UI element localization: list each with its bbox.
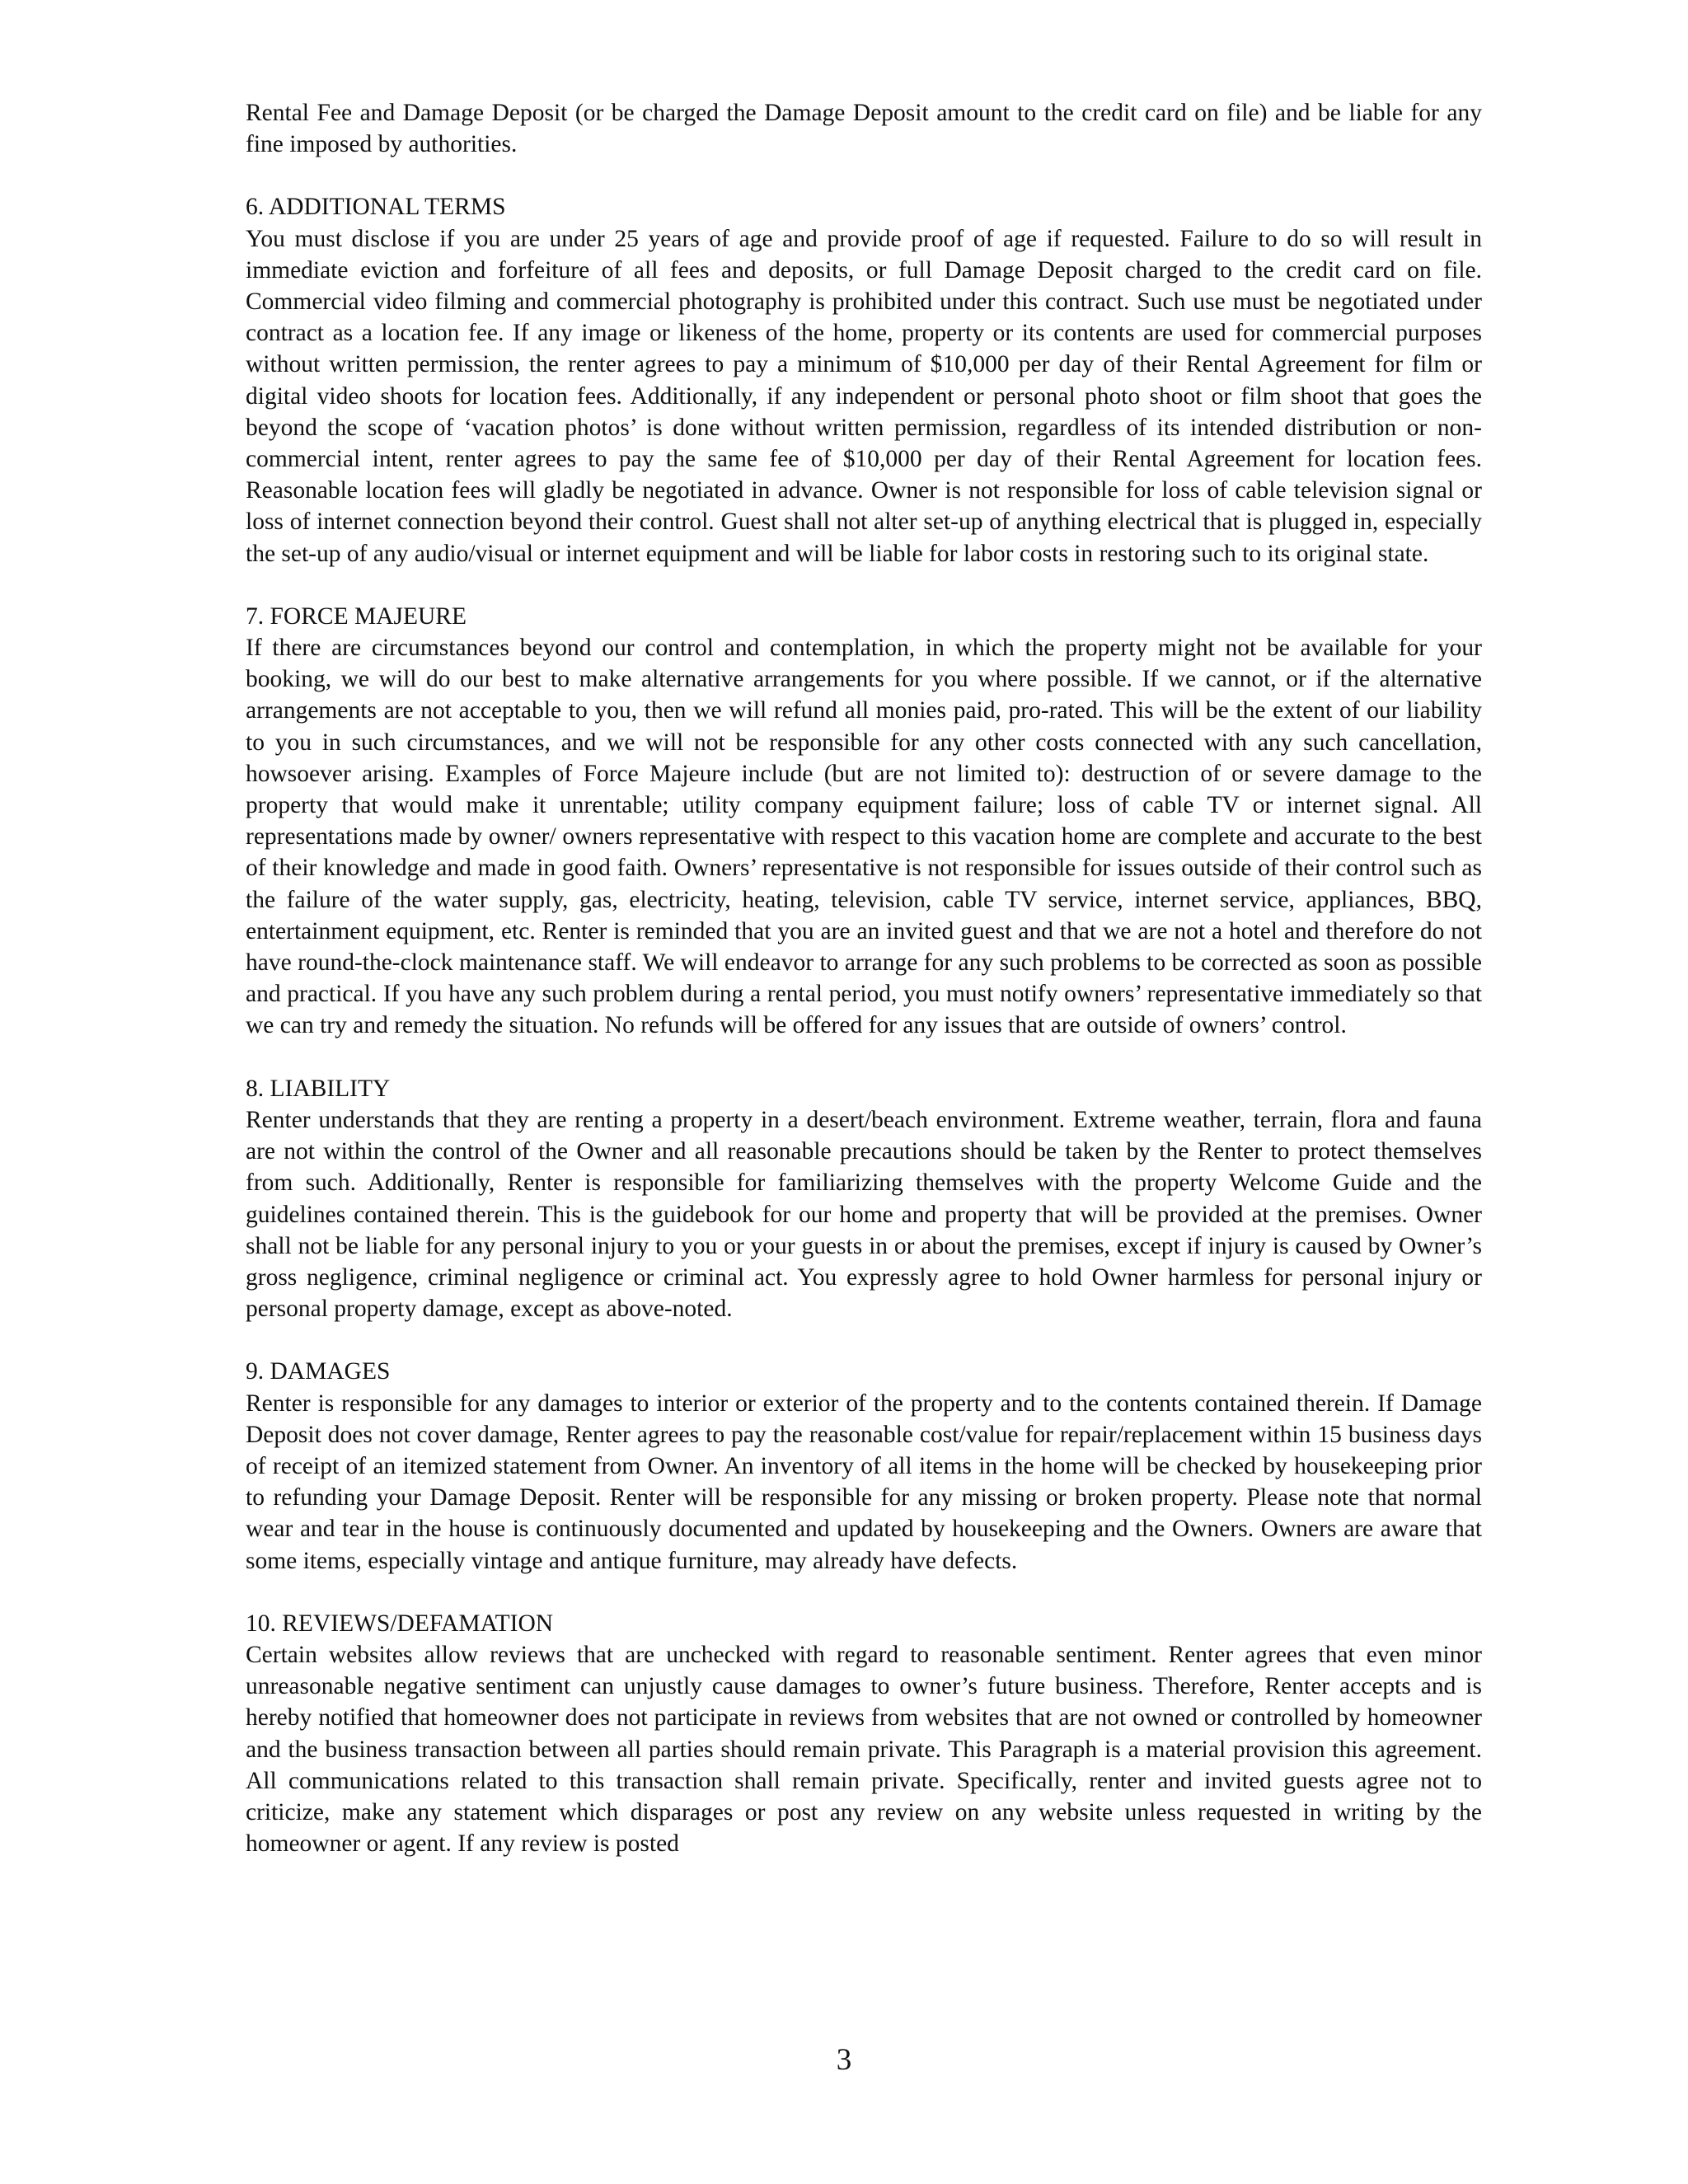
section-continuation bbox=[246, 97, 1482, 160]
section-heading: 10. REVIEWS/DEFAMATION bbox=[246, 1610, 554, 1637]
section-heading: 7. FORCE MAJEURE bbox=[246, 602, 467, 630]
section-paragraph: If there are circumstances beyond our control and contemplation, in which the property might not be available for your booking, we will do our best to make alternative arrangements for you where possible. If we cannot, or if the alternative arrangements are not acceptable to you, then we will refund all monies paid, pro-rated. This will be the extent of our liability to you in such circumstances, and we will not be responsible for any other costs connected with any such cancellation, howsoever arising. Examples of Force Majeure include (but are not limited to): destruction of or severe damage to the property that would make it unrentable; utility company equipment failure; loss of cable TV or internet signal. All representations made by owner/ owners representative with respect to this vacation home are complete and accurate to the best of their knowledge and made in good faith. Owners’ representative is not responsible for issues outside of their control such as the failure of the water supply, gas, electricity, heating, television, cable TV service, internet service, appliances, BBQ, entertainment equipment, etc. Renter is reminded that you are an invited guest and that we are not a hotel and therefore do not have round-the-clock maintenance staff. We will endeavor to arrange for any such problems to be corrected as soon as possible and practical. If you have any such problem during a rental period, you must notify owners’ representative immediately so that we can try and remedy the situation. No refunds will be offered for any issues that are outside of owners’ control. bbox=[246, 635, 1482, 1039]
document-body bbox=[246, 97, 1482, 1891]
section-heading: 9. DAMAGES bbox=[246, 1358, 391, 1385]
page-number: 3 bbox=[836, 2043, 852, 2077]
section-paragraph: You must disclose if you are under 25 years of age and provide proof of age if requested. Failure to do so will result in immediate eviction and forfeiture of all fees and deposits, or full Damage Deposit charged to the credit card on file. Commercial video filming and commercial photography is prohibited under this contract. Such use must be negotiated under contract as a location fee. If any image or likeness of the home, property or its contents are used for commercial purposes without written permission, the renter agrees to pay a minimum of $10,000 per day of their Rental Agreement for film or digital video shoots for location fees. Additionally, if any independent or personal photo shoot or film shoot that goes the beyond the scope of ‘vacation photos’ is done without written permission, regardless of its intended distribution or non-commercial intent, renter agrees to pay the same fee of $10,000 per day of their Rental Agreement for location fees. Reasonable location fees will gladly be negotiated in advance. Owner is not responsible for loss of cable television signal or loss of internet connection beyond their control. Guest shall not alter set-up of anything electrical that is plugged in, especially the set-up of any audio/visual or internet equipment and will be liable for labor costs in restoring such to its original state. bbox=[246, 225, 1482, 567]
section-paragraph: Certain websites allow reviews that are unchecked with regard to reasonable sentiment. Renter agrees that even minor unreasonable negative sentiment can unjustly cause damages to owner’s future business. Therefore, Renter accepts and is hereby notified that homeowner does not participate in reviews from websites that are not owned or controlled by homeowner and the business transaction between all parties should remain private. This Paragraph is a material provision this agreement. All communications related to this transaction shall remain private. Specifically, renter and invited guests agree not to criticize, make any statement which disparages or post any review on any website unless requested in writing by the homeowner or agent. If any review is posted bbox=[246, 1641, 1482, 1858]
section-paragraph: Rental Fee and Damage Deposit (or be charged the Damage Deposit amount to the credit card on file) and be liable for any fine imposed by authorities. bbox=[246, 100, 1482, 158]
section-heading: 8. LIABILITY bbox=[246, 1075, 391, 1102]
section-reviews-defamation bbox=[246, 1608, 1482, 1860]
section-liability bbox=[246, 1073, 1482, 1325]
section-heading: 6. ADDITIONAL TERMS bbox=[246, 194, 506, 221]
section-additional-terms bbox=[246, 191, 1482, 569]
section-paragraph: Renter understands that they are renting a property in a desert/beach environment. Extreme weather, terrain, flora and fauna are not within the control of the Owner and all reasonable precautions should be taken by the Renter to protect themselves from such. Additionally, Renter is responsible for familiarizing themselves with the property Welcome Guide and the guidelines contained therein. This is the guidebook for our home and property that will be provided at the premises. Owner shall not be liable for any personal injury to you or your guests in or about the premises, except if injury is caused by Owner’s gross negligence, criminal negligence or criminal act. You expressly agree to hold Owner harmless for personal injury or personal property damage, except as above-noted. bbox=[246, 1106, 1482, 1323]
section-paragraph: Renter is responsible for any damages to interior or exterior of the property and to the contents contained therein. If Damage Deposit does not cover damage, Renter agrees to pay the reasonable cost/value for repair/replacement within 15 business days of receipt of an itemized statement from Owner. An inventory of all items in the home will be checked by housekeeping prior to refunding your Damage Deposit. Renter will be responsible for any missing or broken property. Please note that normal wear and tear in the house is continuously documented and updated by housekeeping and the Owners. Owners are aware that some items, especially vintage and antique furniture, may already have defects. bbox=[246, 1390, 1482, 1574]
section-damages bbox=[246, 1356, 1482, 1576]
section-force-majeure bbox=[246, 601, 1482, 1042]
